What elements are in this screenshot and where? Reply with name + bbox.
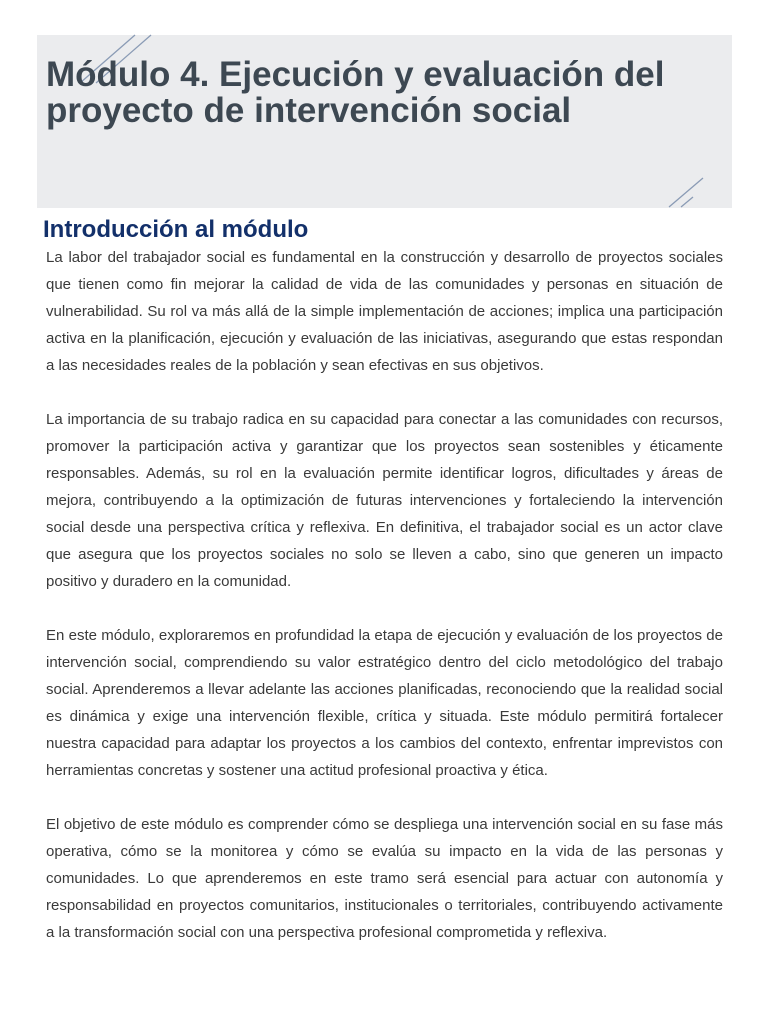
intro-paragraph: La importancia de su trabajo radica en su capacidad para conectar a las comunidades con recursos, promover la participación activa y garantizar que los proyectos sean sostenibles y éticamente responsables. Además, su rol en la evaluación permite identificar logros, dificultades y áreas de mejora, contribuyendo a la optimización de futuras intervenciones y fortaleciendo la intervención social desde una perspectiva crítica y reflexiva. En definitiva, el trabajador social es un actor clave que asegura que los proyectos sociales no solo se lleven a cabo, sino que generen un impacto positivo y duradero en la comunidad. — [46, 411, 723, 590]
intro-paragraph: El objetivo de este módulo es comprender cómo se despliega una intervención social en su fase más operativa, cómo se la monitorea y cómo se evalúa su impacto en la vida de las personas y comunidades. Lo que aprenderemos en este tramo será esencial para actuar con autonomía y responsabilidad en proyectos comunitarios, institucionales o territoriales, contribuyendo activamente a la transformación social con una perspectiva profesional comprometida y reflexiva. — [46, 816, 723, 941]
intro-paragraph: La labor del trabajador social es fundamental en la construcción y desarrollo de proyectos sociales que tienen como fin mejorar la calidad de vida de las comunidades y personas en situación de vulnerabilidad. Su rol va más allá de la simple implementación de acciones; implica una participación activa en la planificación, ejecución y evaluación de las iniciativas, asegurando que estas respondan a las necesidades reales de la población y sean efectivas en sus objetivos. — [46, 249, 723, 374]
intro-content — [46, 244, 723, 973]
section-title: Introducción al módulo — [43, 216, 309, 243]
intro-paragraph: En este módulo, exploraremos en profundidad la etapa de ejecución y evaluación de los proyectos de intervención social, comprendiendo su valor estratégico dentro del ciclo metodológico del trabajo social. Aprenderemos a llevar adelante las acciones planificadas, reconociendo que la realidad social es dinámica y exige una intervención flexible, crítica y situada. Este módulo permitirá fortalecer nuestra capacidad para adaptar los proyectos a los cambios del contexto, enfrentar imprevistos con herramientas concretas y sostener una actitud profesional proactiva y ética. — [46, 627, 723, 779]
page-title: Módulo 4. Ejecución y evaluación del proyecto de intervención social — [46, 55, 665, 130]
diagonal-lines-decoration-bottom — [665, 175, 710, 211]
